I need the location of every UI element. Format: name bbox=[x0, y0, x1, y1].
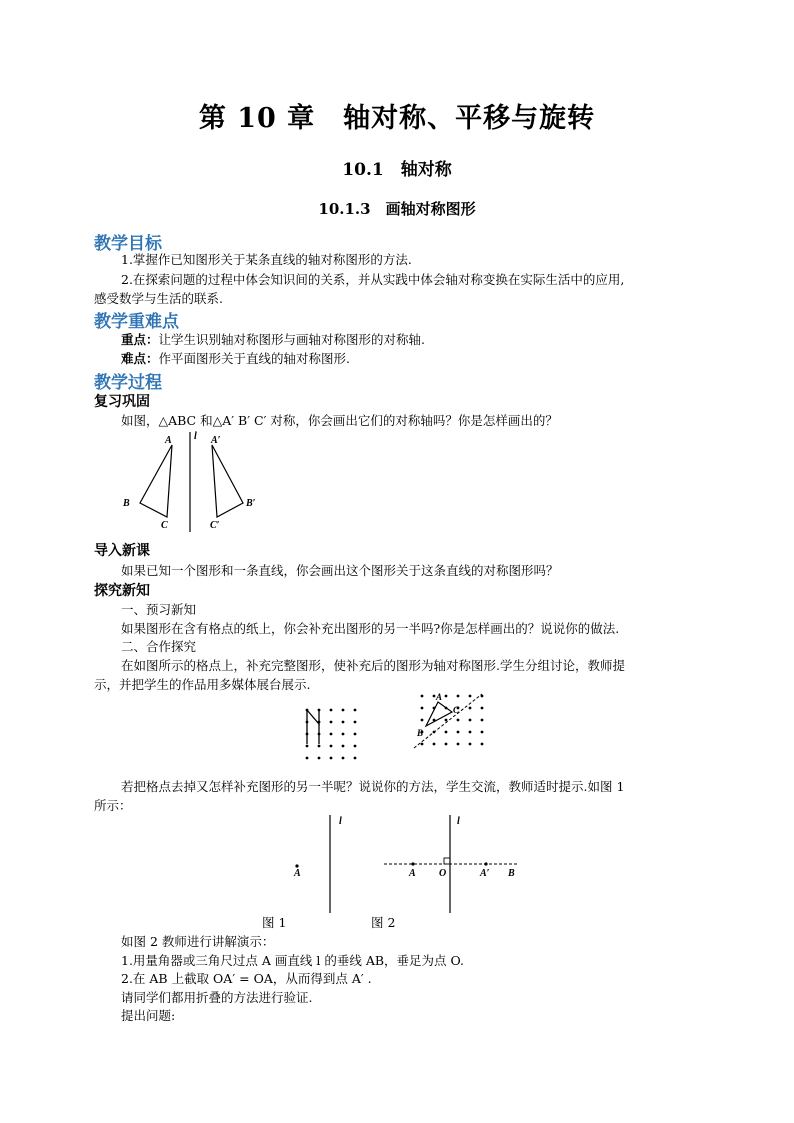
grid-dot bbox=[481, 719, 484, 722]
grid-dot bbox=[342, 721, 345, 724]
label-l: l bbox=[194, 431, 197, 442]
grid-label-a: A bbox=[436, 692, 443, 702]
grid-dot bbox=[433, 695, 436, 698]
grid-dot bbox=[445, 743, 448, 746]
difficult-point-text: 作平面图形关于直线的轴对称图形. bbox=[158, 351, 350, 366]
part1-title: 一、预习新知 bbox=[121, 602, 197, 617]
grid-dot bbox=[354, 721, 357, 724]
grid-figure-left bbox=[298, 700, 366, 762]
subsection-title: 10.1.3 画轴对称图形 bbox=[318, 200, 476, 218]
grid-dot bbox=[354, 733, 357, 736]
fig2-point-a-prime bbox=[484, 862, 487, 865]
grid-dot bbox=[457, 695, 460, 698]
chapter-title: 第 10 章 轴对称、平移与旋转 bbox=[198, 103, 596, 134]
demo-step-1: 1.用量角器或三角尺过点 A 画直线 l 的垂线 AB，垂足为点 O. bbox=[121, 953, 464, 968]
label-b-prime: B′ bbox=[246, 498, 256, 509]
grid-dot bbox=[306, 757, 309, 760]
grid-dot bbox=[469, 743, 472, 746]
grid-figure-right bbox=[412, 688, 484, 756]
grid-dot bbox=[457, 743, 460, 746]
grid-shape-stroke-2 bbox=[307, 709, 319, 724]
grid-dot bbox=[421, 695, 424, 698]
demo-intro: 如图 2 教师进行讲解演示： bbox=[121, 934, 275, 949]
grid-dot bbox=[354, 709, 357, 712]
part1-text: 如果图形在含有格点的纸上，你会补充出图形的另一半吗?你是怎样画出的？说说你的做法. bbox=[121, 621, 620, 636]
question-text: 提出问题: bbox=[121, 1008, 176, 1023]
grid-dot bbox=[318, 745, 321, 748]
fig1-label-l: l bbox=[339, 816, 342, 827]
review-heading: 复习巩固 bbox=[94, 394, 150, 410]
fig2-label-o: O bbox=[439, 868, 447, 879]
fig2-label-a-prime: A′ bbox=[480, 868, 490, 879]
grid-dot bbox=[481, 743, 484, 746]
part2-text-line1: 在如图所示的格点上，补充完整图形，使补充后的图形为轴对称图形.学生分组讨论，教师提 bbox=[121, 658, 625, 673]
fig2-label-b: B bbox=[508, 868, 515, 879]
grid-dot bbox=[481, 731, 484, 734]
dashed-axis bbox=[414, 694, 482, 748]
grid-dot bbox=[421, 707, 424, 710]
process-heading: 教学过程 bbox=[94, 373, 162, 393]
grid-dot bbox=[330, 721, 333, 724]
intro-heading: 导入新课 bbox=[94, 543, 150, 559]
grid-dot bbox=[481, 707, 484, 710]
grid-dot bbox=[330, 757, 333, 760]
key-point-text: 让学生识别轴对称图形与画轴对称图形的对称轴. bbox=[158, 332, 425, 347]
grid-dot bbox=[469, 695, 472, 698]
demo-step-2: 2.在 AB 上截取 OA′ = OA，从而得到点 A′ . bbox=[121, 971, 372, 986]
grid-dot bbox=[318, 757, 321, 760]
grid-label-c: C bbox=[453, 705, 460, 715]
label-a: A bbox=[165, 435, 172, 446]
figure-1-caption: 图 1 bbox=[262, 915, 287, 930]
goal-item-2: 2.在探索问题的过程中体会知识间的关系，并从实践中体会轴对称变换在实际生活中的应用, bbox=[121, 272, 625, 287]
goal-item-2-cont: 感受数学与生活的联系. bbox=[94, 291, 223, 306]
figure-2-caption: 图 2 bbox=[371, 915, 396, 930]
grid-dot bbox=[469, 707, 472, 710]
grid-dot bbox=[342, 709, 345, 712]
part2-title: 二、合作探究 bbox=[121, 639, 197, 654]
grid-dot bbox=[445, 719, 448, 722]
grid-dot bbox=[342, 733, 345, 736]
fig2-label-a: A bbox=[409, 868, 416, 879]
grid-dot bbox=[354, 745, 357, 748]
grid-dot bbox=[469, 731, 472, 734]
label-c-prime: C′ bbox=[210, 520, 220, 531]
difficult-point bbox=[121, 349, 350, 368]
triangle-a1b1c1 bbox=[212, 445, 243, 517]
section-title: 10.1 轴对称 bbox=[342, 160, 452, 180]
grid-dot bbox=[421, 743, 424, 746]
intro-text: 如果已知一个图形和一条直线，你会画出这个图形关于这条直线的对称图形吗？ bbox=[121, 563, 559, 578]
part2-text-line2: 示，并把学生的作品用多媒体展台展示. bbox=[94, 677, 311, 692]
review-question: 如图，△ABC 和△A′ B′ C′ 对称，你会画出它们的对称轴吗？你是怎样画出的？ bbox=[121, 413, 558, 428]
grid-dot bbox=[433, 743, 436, 746]
grid-dot bbox=[330, 709, 333, 712]
para-line1: 若把格点去掉又怎样补充图形的另一半呢？说说你的方法，学生交流，教师适时提示.如图 1 bbox=[121, 779, 625, 794]
difficult-point-label: 难点： bbox=[121, 351, 159, 366]
para-line2: 所示： bbox=[94, 798, 132, 813]
key-point-label: 重点： bbox=[121, 332, 159, 347]
grid-dot bbox=[445, 695, 448, 698]
grid-triangle bbox=[426, 702, 452, 726]
fig2-point-a bbox=[411, 862, 414, 865]
fig2-label-l: l bbox=[457, 816, 460, 827]
grid-label-b: B bbox=[417, 728, 424, 738]
grid-dot bbox=[342, 757, 345, 760]
verify-text: 请同学们都用折叠的方法进行验证. bbox=[121, 990, 313, 1005]
keypoints-heading: 教学重难点 bbox=[94, 312, 179, 332]
figure-2 bbox=[378, 812, 528, 917]
grid-dot bbox=[457, 731, 460, 734]
triangle-abc bbox=[140, 445, 172, 517]
grid-dot bbox=[330, 733, 333, 736]
grid-dot bbox=[457, 719, 460, 722]
symmetric-triangles-figure bbox=[115, 428, 275, 533]
goal-item-1: 1.掌握作已知图形关于某条直线的轴对称图形的方法. bbox=[121, 252, 412, 267]
label-b: B bbox=[123, 498, 130, 509]
right-angle-mark bbox=[444, 858, 450, 864]
label-c: C bbox=[161, 520, 168, 531]
explore-heading: 探究新知 bbox=[94, 583, 150, 599]
figure-1 bbox=[288, 812, 358, 917]
grid-dot bbox=[330, 745, 333, 748]
label-a-prime: A′ bbox=[211, 435, 221, 446]
fig1-label-a: A bbox=[294, 868, 301, 879]
grid-dot bbox=[342, 745, 345, 748]
grid-dot bbox=[421, 719, 424, 722]
goals-heading: 教学目标 bbox=[94, 234, 162, 254]
grid-dot bbox=[469, 719, 472, 722]
grid-dot bbox=[306, 745, 309, 748]
grid-dot bbox=[354, 757, 357, 760]
key-point bbox=[121, 330, 425, 349]
grid-dot bbox=[445, 731, 448, 734]
